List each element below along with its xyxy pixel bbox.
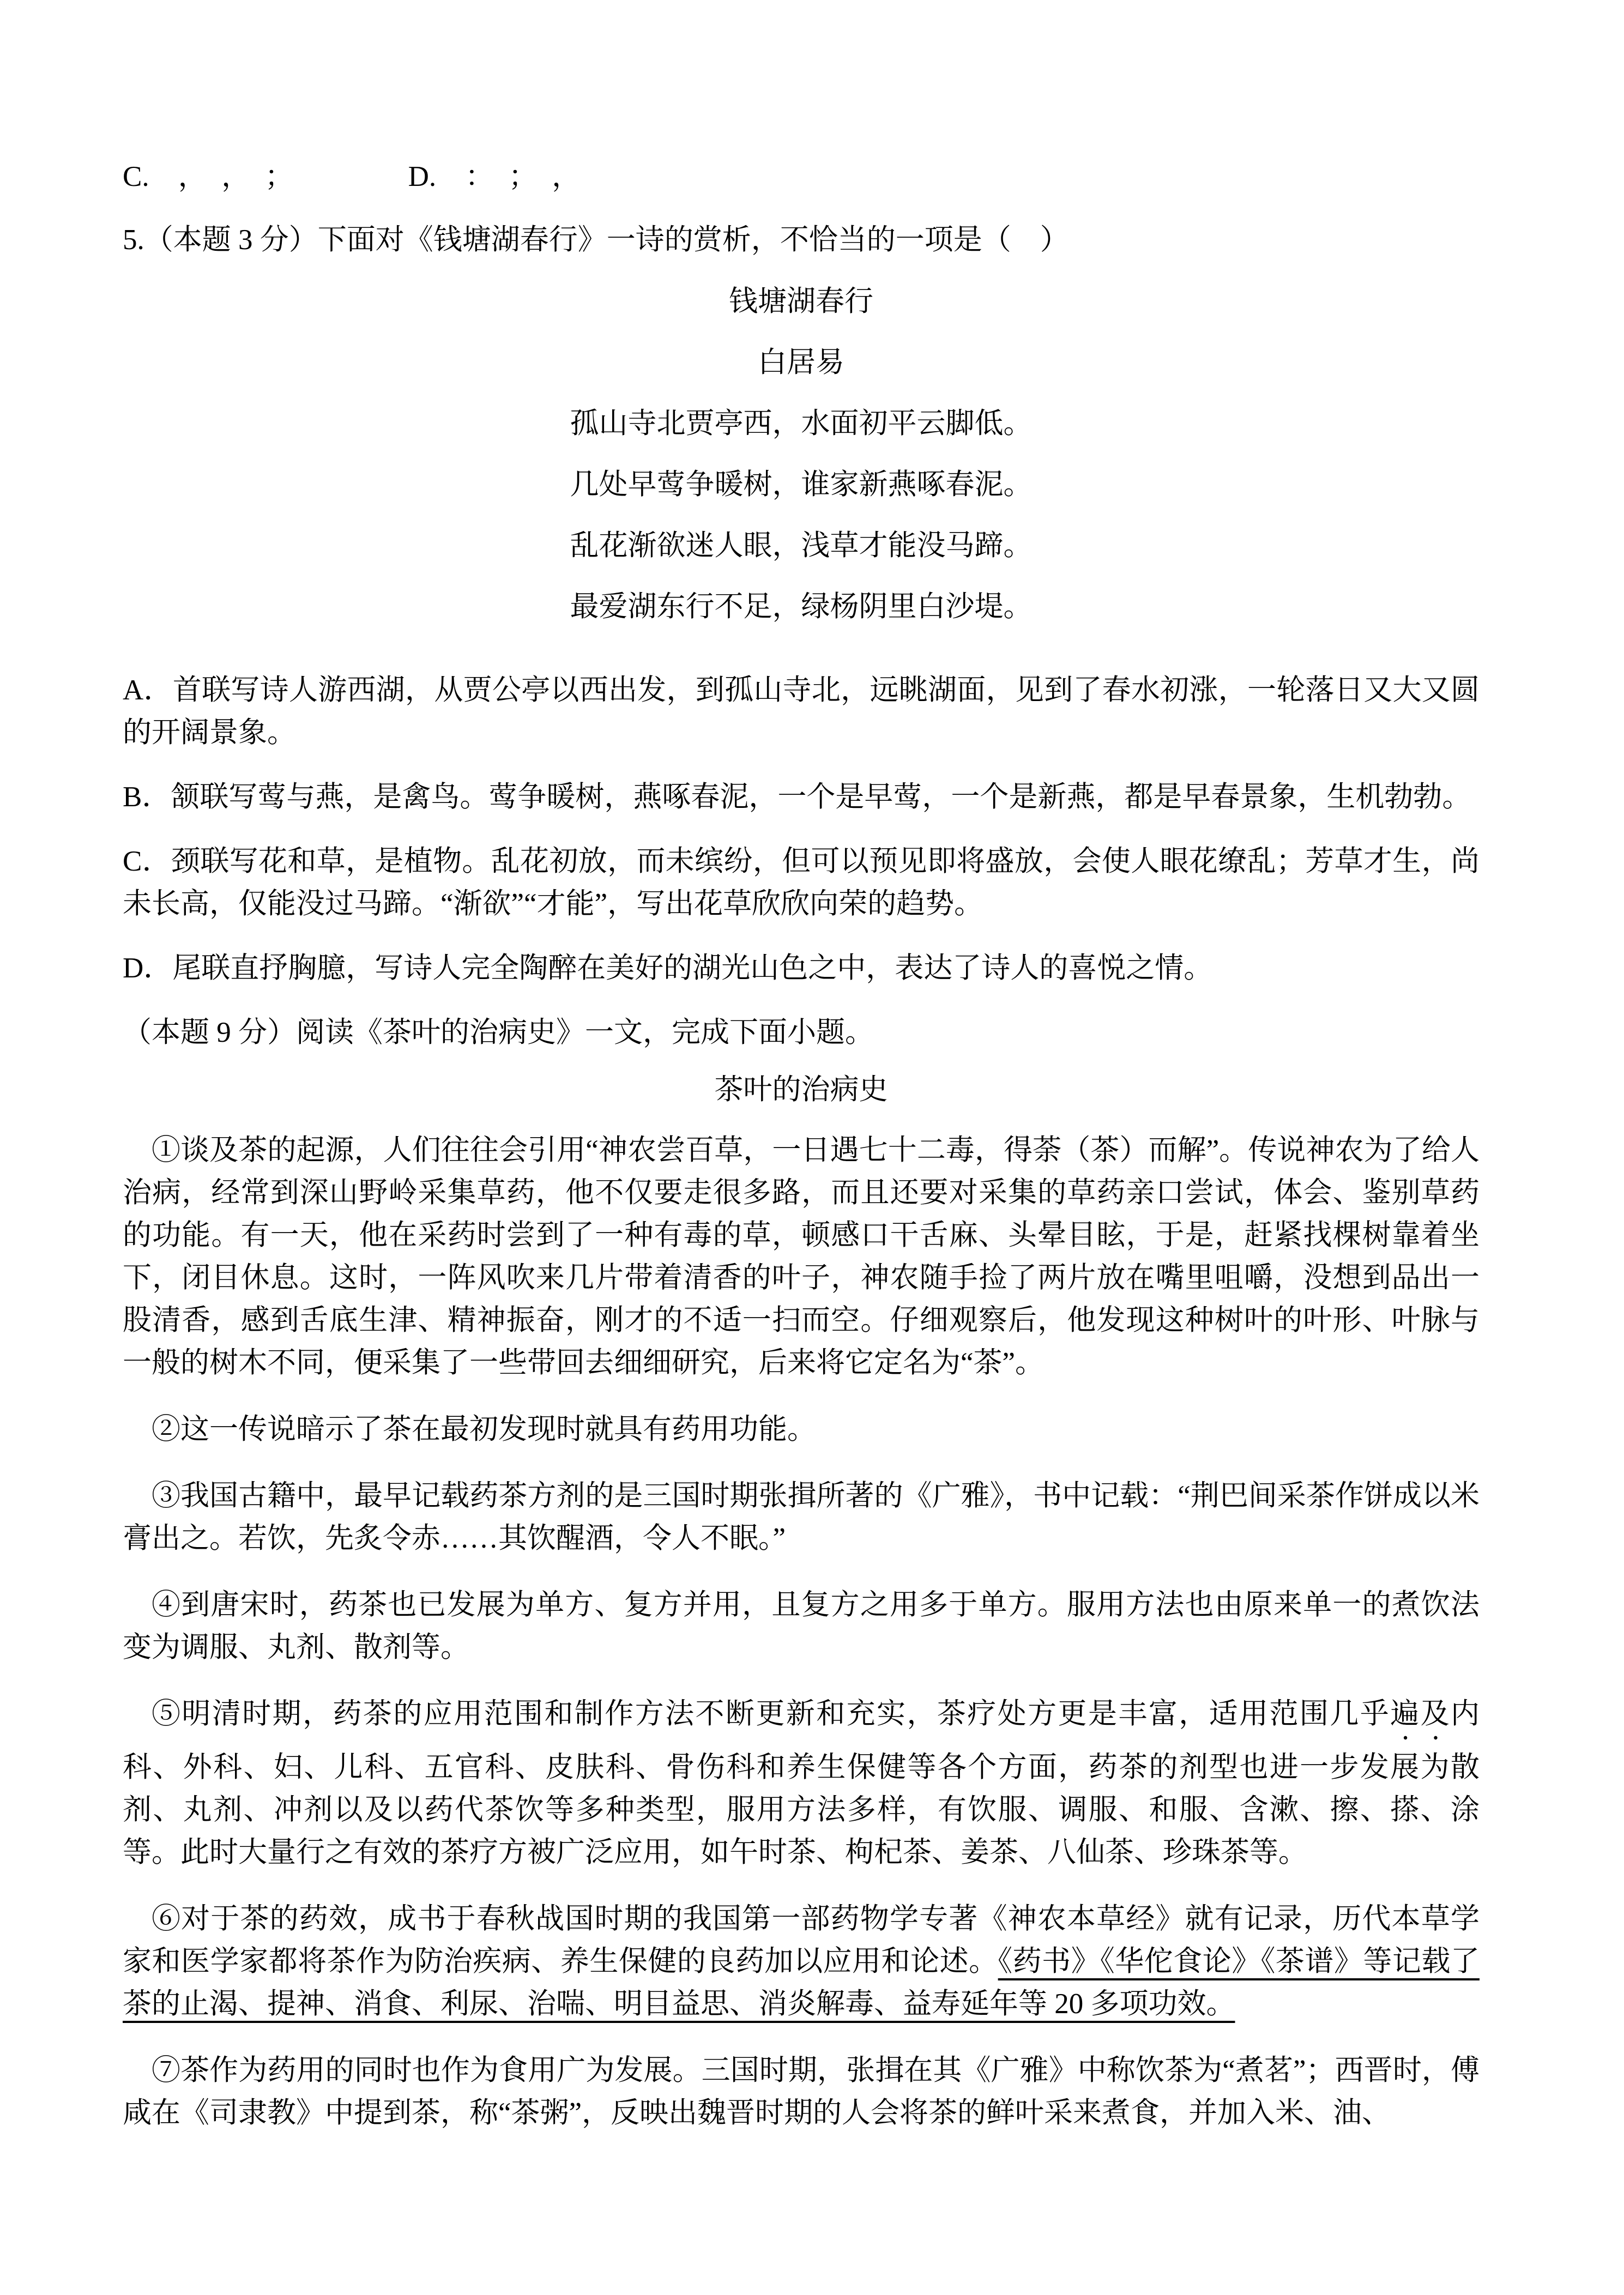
poem-title: 钱塘湖春行 — [729, 286, 873, 317]
question5-stem: 5.（本题 3 分）下面对《钱塘湖春行》一诗的赏析，不恰当的一项是（ ） — [123, 224, 1069, 256]
poem-verse-line: 乱花渐欲迷人眼，浅草才能没马蹄。 — [570, 530, 1033, 561]
essay-paragraph-6 — [123, 1898, 1480, 2025]
reading-task-intro: （本题 9 分）阅读《茶叶的治病史》一文，完成下面小题。 — [123, 1017, 874, 1048]
paragraph5-emphasized-text: 遍及 — [1390, 1698, 1451, 1730]
question5-option-d: D．尾联直抒胸臆，写诗人完全陶醉在美好的湖光山色之中，表达了诗人的喜悦之情。 — [123, 952, 1213, 984]
essay-paragraph-7: ⑦茶作为药用的同时也作为食用广为发展。三国时期，张揖在其《广雅》中称饮茶为“煮茗”；西晋时，傅咸在《司隶教》中提到茶，称“茶粥”，反映出魏晋时期的人会将茶的鲜叶采来煮食，并加入米、油、 — [123, 2055, 1480, 2129]
paragraph6-underlined-text: 《药书》《华佗食论》《茶谱》等记载了茶的止渴、提神、消食、利尿、治喘、明目益思、消炎解毒、益寿延年等 20 多项功效。 — [123, 1946, 1480, 2020]
poem-verse-line: 最爱湖东行不足，绿杨阴里白沙堤。 — [570, 591, 1033, 623]
paragraph6-text-before: ⑥对于茶的药效，成书于春秋战国时期的我国第一部药物学专著《神农本草经》就有记录，历代本草学家和医学家都将茶作为防治疾病、养生保健的良药加以应用和论述。 — [123, 1903, 1480, 1977]
punctuation-option-d: D. ： ； ， — [408, 161, 581, 192]
essay-paragraph-4: ④到唐宋时，药茶也已发展为单方、复方并用，且复方之用多于单方。服用方法也由原来单一的煮饮法变为调服、丸剂、散剂等。 — [123, 1589, 1480, 1663]
question5-option-c: C．颈联写花和草，是植物。乱花初放，而未缤纷，但可以预见即将盛放，会使人眼花缭乱；芳草才生，尚未长高，仅能没过马蹄。“渐欲”“才能”，写出花草欣欣向荣的趋势。 — [123, 845, 1480, 920]
essay-paragraph-3: ③我国古籍中，最早记载药茶方剂的是三国时期张揖所著的《广雅》，书中记载：“荆巴间采茶作饼成以米膏出之。若饮，先炙令赤……其饮醒酒，令人不眠。” — [123, 1480, 1480, 1554]
paragraph5-text-before: ⑤明清时期，药茶的应用范围和制作方法不断更新和充实，茶疗处方更是丰富，适用范围几乎 — [152, 1698, 1391, 1730]
essay-paragraph-1: ①谈及茶的起源，人们往往会引用“神农尝百草，一日遇七十二毒，得荼（茶）而解”。传说神农为了给人治病，经常到深山野岭采集草药，他不仅要走很多路，而且还要对采集的草药亲口尝试，体会、鉴别草药的功能。有一天，他在采药时尝到了一种有毒的草，顿感口干舌麻、头晕目眩，于是，赶紧找棵树靠着坐下，闭目休息。这时，一阵风吹来几片带着清香的叶子，神农随手捡了两片放在嘴里咀嚼，没想到品出一股清香，感到舌底生津、精神振奋，刚才的不适一扫而空。仔细观察后，他发现这种树叶的叶形、叶脉与一般的树木不同，便采集了一些带回去细细研究，后来将它定名为“茶”。 — [123, 1134, 1480, 1379]
essay-title: 茶叶的治病史 — [714, 1074, 888, 1106]
poem-verse-line: 孤山寺北贾亭西，水面初平云脚低。 — [570, 408, 1033, 439]
punctuation-option-c: C. ， ， ； — [123, 161, 294, 192]
paragraph5-text-after: 内科、外科、妇、儿科、五官科、皮肤科、骨伤科和养生保健等各个方面，药茶的剂型也进一步发展为散剂、丸剂、冲剂以及以药代茶饮等多种类型，服用方法多样，有饮服、调服、和服、含漱、擦、搽、涂等。此时大量行之有效的茶疗方被广泛应用，如午时茶、枸杞茶、姜茶、八仙茶、珍珠茶等。 — [123, 1698, 1480, 1868]
question5-option-a: A．首联写诗人游西湖，从贾公亭以西出发，到孤山寺北，远眺湖面，见到了春水初涨，一轮落日又大又圆的开阔景象。 — [123, 674, 1480, 748]
punctuation-answer-options-row — [123, 155, 1480, 198]
poem-author: 白居易 — [758, 347, 844, 378]
question5-option-b: B．颔联写莺与燕，是禽鸟。莺争暖树，燕啄春泥，一个是早莺，一个是新燕，都是早春景象，生机勃勃。 — [123, 781, 1471, 813]
poem-verse-line: 几处早莺争暖树，谁家新燕啄春泥。 — [570, 469, 1033, 500]
essay-paragraph-2: ②这一传说暗示了茶在最初发现时就具有药用功能。 — [152, 1414, 816, 1445]
essay-paragraph-5 — [123, 1693, 1480, 1874]
poem-block — [123, 271, 1480, 637]
